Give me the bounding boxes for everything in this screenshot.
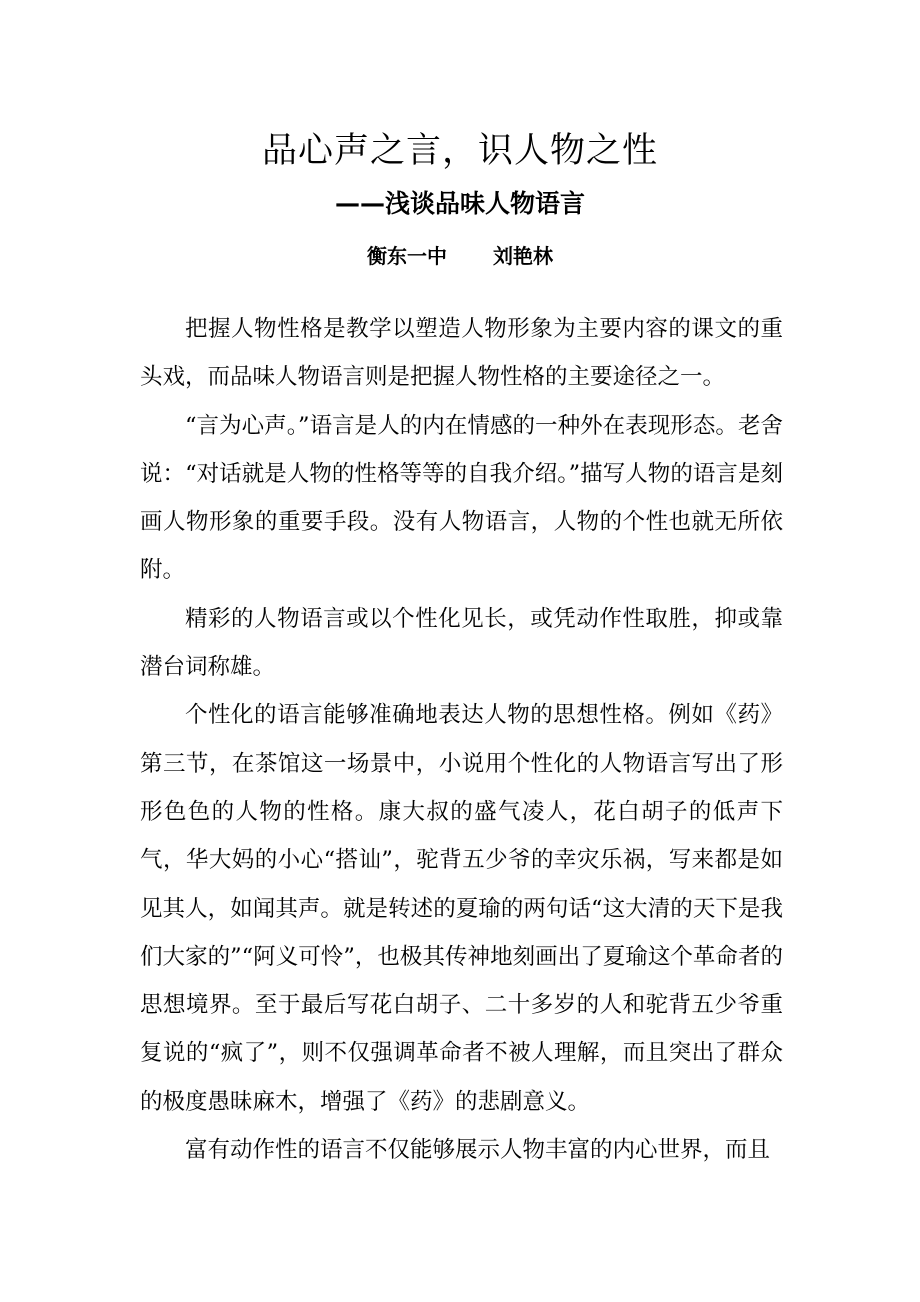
- byline-school: 衡东一中: [367, 244, 447, 268]
- paragraph: 个性化的语言能够准确地表达人物的思想性格。例如《药》第三节，在茶馆这一场景中，小说用个性化的人物语言写出了形形色色的人物的性格。康大叔的盛气凌人，花白胡子的低声下气，华大妈的小心“搭讪”，驼背五少爷的幸灾乐祸，写来都是如见其人，如闻其声。就是转述的夏瑜的两句话“这大清的天下是我们大家的”“阿义可怜”，也极其传神地刻画出了夏瑜这个革命者的思想境界。至于最后写花白胡子、二十多岁的人和驼背五少爷重复说的“疯了”，则不仅强调革命者不被人理解，而且突出了群众的极度愚昧麻木，增强了《药》的悲剧意义。: [140, 702, 783, 1115]
- paragraph: 把握人物性格是教学以塑造人物形象为主要内容的课文的重头戏，而品味人物语言则是把握人物性格的主要途径之一。: [140, 316, 783, 391]
- document-title: 品心声之言，识人物之性: [261, 131, 658, 171]
- document-body: [140, 305, 783, 1174]
- byline: [0, 240, 920, 272]
- paragraph: “言为心声。”语言是人的内在情感的一种外在表现形态。老舍说：“对话就是人物的性格等等的自我介绍。”描写人物的语言是刻画人物形象的重要手段。没有人物语言，人物的个性也就无所依附。: [140, 412, 783, 584]
- byline-author: 刘艳林: [493, 244, 553, 268]
- paragraph: 精彩的人物语言或以个性化见长，或凭动作性取胜，抑或靠潜台词称雄。: [140, 605, 783, 681]
- document-subtitle: ——浅谈品味人物语言: [334, 189, 585, 218]
- paragraph: 富有动作性的语言不仅能够展示人物丰富的内心世界，而且: [185, 1137, 771, 1164]
